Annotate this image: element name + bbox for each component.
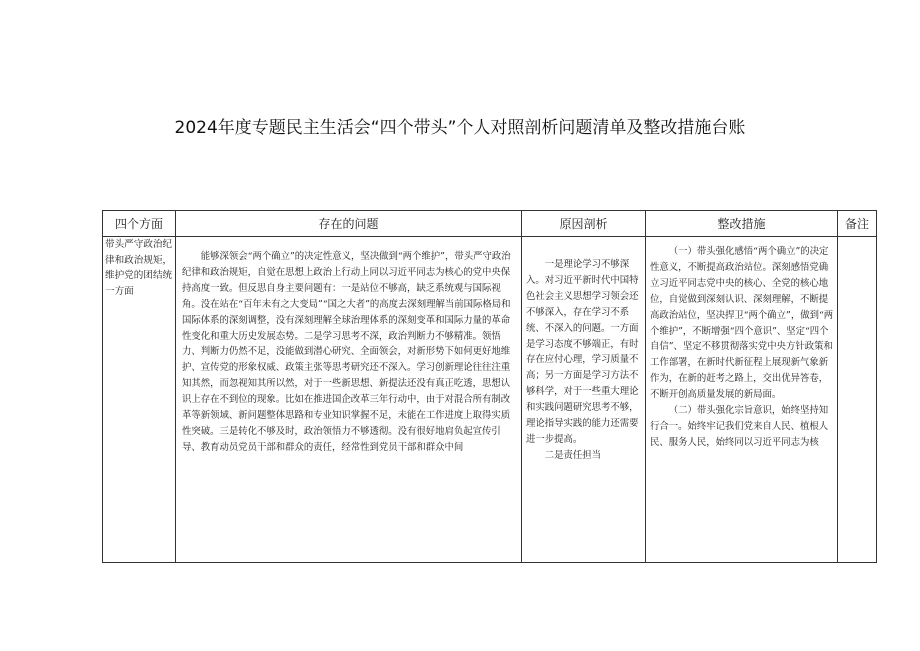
problems-cell	[176, 237, 522, 563]
aspect-text: 带头严守政治纪律和政治规矩，维护党的团结统一方面	[105, 239, 173, 297]
ledger-table	[102, 210, 877, 563]
header-aspect: 四个方面	[103, 211, 176, 237]
header-causes: 原因剖析	[522, 211, 646, 237]
aspect-cell	[103, 237, 176, 563]
remarks-cell	[838, 237, 877, 563]
problems-text: 能够深领会“两个确立”的决定性意义，坚决做到“两个维护”，带头严守政治纪律和政治规矩，自觉在思想上政治上行动上同以习近平同志为核心的党中央保持高度一致。但反思自身主要问题有：一是站位不够高，缺乏系统观与国际视角。没在站在“百年未有之大变局”“国之大者”的高度去深刻理解当前国际格局和国际体系的深刻调整，没有深刻理解全球治理体系的深刻变革和国际力量的革命性变化和重大历史发展态势。二是学习思考不深，政治判断力不够精准。领悟力、判断力仍然不足，没能做到潜心研究、全面领会，对新形势下如何更好地维护、宣传党的形象权威、政策主张等思考研究还不深入。学习创新理论往往注重知其然，而忽视知其所以然，对于一些新思想、新提法还没有真正吃透，思想认识上存在不到位的现象。比如在推进国企改革三年行动中，由于对混合所有制改革等新领域、新问题整体思路和专业知识掌握不足，未能在工作进度上取得实质性突破。三是转化不够及时，政治领悟力不够透彻。没有很好地肩负起宣传引导、教育动员党员干部和群众的责任，经常性到党员干部和群众中间	[182, 251, 511, 453]
causes-paragraph-1: 一是理论学习不够深入。对习近平新时代中国特色社会主义思想学习领会还不够深入，存在学习不系统、不深入的问题。一方面是学习态度不够端正，有时存在应付心理，学习质量不高；另一方面是学习方法不够科学，对于一些重大理论和实践问题研究思考不够，理论指导实践的能力还需要进一步提高。	[526, 259, 639, 445]
causes-paragraph-2: 二是责任担当	[544, 449, 602, 461]
header-remarks: 备注	[838, 211, 877, 237]
table-header-row	[103, 211, 877, 237]
header-problems: 存在的问题	[176, 211, 522, 237]
measures-paragraph-2: （二）带头强化宗旨意识，始终坚持知行合一。始终牢记我们党来自人民、植根人民、服务人民，始终同以习近平同志为核	[650, 405, 829, 448]
causes-cell	[522, 237, 646, 563]
measures-paragraph-1: （一）带头强化感悟“两个确立”的决定性意义，不断提高政治站位。深刻感悟党确立习近平同志党中央的核心、全党的核心地位，自觉做到深刻认识、深刻理解，不断提高政治站位，坚决捍卫“两个确立”，做到“两个维护”，不断增强“四个意识”、坚定“四个自信”、坚定不移贯彻落实党中央方针政策和工作部署，在新时代新征程上展现新气象新作为，在新的赶考之路上，交出优异答卷，不断开创高质量发展的新局面。	[650, 246, 834, 401]
header-measures: 整改措施	[646, 211, 838, 237]
document-title: 2024年度专题民主生活会“四个带头”个人对照剖析问题清单及整改措施台账	[174, 118, 746, 138]
table-row	[103, 237, 877, 563]
measures-cell	[646, 237, 838, 563]
